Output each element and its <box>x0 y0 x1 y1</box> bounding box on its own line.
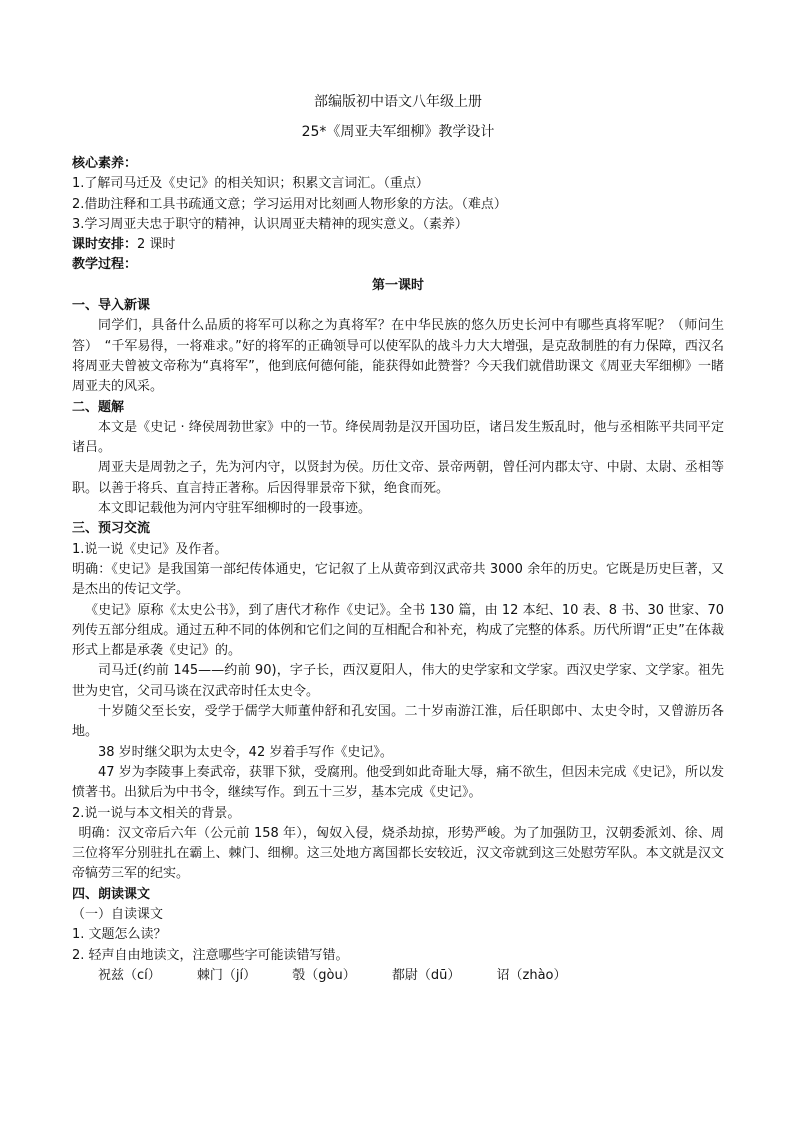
schedule-label: 课时安排： <box>72 237 138 253</box>
pinyin-word: 祝兹（cí） <box>98 967 161 983</box>
section-3-question-2: 2.说一说与本文相关的背景。 <box>72 805 241 821</box>
process-heading: 教学过程： <box>72 257 138 273</box>
core-item-1: 1.了解司马迁及《史记》的相关知识；积累文言词汇。（重点） <box>72 176 429 192</box>
section-2-paragraph-1: 本文是《史记 · 绛侯周勃世家》中的一节。绛侯周勃是汉开国功臣，诸吕发生叛乱时，他与丞相陈平共同平定诸吕。 <box>72 419 724 456</box>
pinyin-word: 都尉（dū） <box>391 967 461 983</box>
section-3-paragraph-4: 十岁随父至长安，受学于儒学大师董仲舒和孔安国。二十岁南游江淮，后任职郎中、太史令时，又曾游历各地。 <box>72 704 724 740</box>
schedule-line <box>72 235 724 255</box>
section-4-question-1: 1. 文题怎么读？ <box>72 927 167 943</box>
pinyin-word: 诏（zhào） <box>496 967 567 983</box>
document-page <box>72 92 724 986</box>
core-item-3: 3.学习周亚夫忠于职守的精神，认识周亚夫精神的现实意义。（素养） <box>72 216 468 232</box>
document-subtitle: 25*《周亚夫军细柳》教学设计 <box>301 124 495 140</box>
section-3-question-1: 1.说一说《史记》及作者。 <box>72 541 228 557</box>
schedule-value: 2 课时 <box>137 237 176 253</box>
section-1-paragraph: 同学们，具备什么品质的将军可以称之为真将军？在中华民族的悠久历史长河中有哪些真将军呢？（师问生答） “千军易得，一将难求。”好的将军的正确领导可以使军队的战斗力大大增强，是克敌制胜的有力保障，西汉名将周亚夫曾被文帝称为“真将军”，他到底何德何能，能获得如此赞誉？今天我们就借助课文《周亚夫军细柳》一睹周亚夫的风采。 <box>72 318 724 395</box>
core-item-2: 2.借助注释和工具书疏通文意；学习运用对比刻画人物形象的方法。（难点） <box>72 196 507 212</box>
pinyin-word: 棘门（jí） <box>196 967 257 983</box>
section-4-question-2: 2. 轻声自由地读文，注意哪些字可能读错写错。 <box>72 947 349 963</box>
core-heading: 核心素养： <box>72 156 138 171</box>
section-2-paragraph-2: 周亚夫是周勃之子，先为河内守，以贤封为侯。历仕文帝、景帝两朝，曾任河内郡太守、中尉、太尉、丞相等职。以善于将兵、直言持正著称。后因得罪景帝下狱，绝食而死。 <box>72 460 724 496</box>
pinyin-word-list <box>72 966 724 986</box>
section-3-paragraph-2: 《史记》原称《太史公书》，到了唐代才称作《史记》。全书 130 篇，由 12 本纪、10 表、8 书、30 世家、70 列传五部分组成。通过五种不同的体例和它们之间的互相配合和补充，构成了完整的体系。历代所谓“正史”在体裁形式上都是承袭《史记》的。 <box>72 602 724 659</box>
section-4-heading: 四、朗读课文 <box>72 886 151 902</box>
section-1-heading: 一、导入新课 <box>72 298 151 314</box>
section-2-heading: 二、题解 <box>72 399 125 415</box>
section-3-paragraph-3: 司马迁(约前 145——约前 90)，字子长，西汉夏阳人，伟大的史学家和文学家。西汉史学家、文学家。祖先世为史官，父司马谈在汉武帝时任太史令。 <box>72 663 724 699</box>
section-4-subheading: （一）自读课文 <box>72 906 164 922</box>
section-3-paragraph-6: 47 岁为李陵事上奏武帝，获罪下狱，受腐刑。他受到如此奇耻大辱，痛不欲生，但因未完成《史记》，所以发愤著书。出狱后为中书令，继续写作。到五十三岁，基本完成《史记》。 <box>72 764 724 801</box>
section-3-answer-1: 明确：《史记》是我国第一部纪传体通史，它记叙了上从黄帝到汉武帝共 3000 余年的历史。它既是历史巨著，又是杰出的传记文学。 <box>72 561 724 598</box>
lesson-title: 第一课时 <box>371 277 424 293</box>
document-title: 部编版初中语文八年级上册 <box>314 94 482 110</box>
section-3-paragraph-5: 38 岁时继父职为太史令，42 岁着手写作《史记》。 <box>98 744 393 760</box>
section-3-heading: 三、预习交流 <box>72 521 151 537</box>
section-3-answer-2: 明确：汉文帝后六年（公元前 158 年），匈奴入侵，烧杀劫掠，形势严峻。为了加强防卫，汉朝委派刘、徐、周三位将军分别驻扎在霸上、棘门、细柳。这三处地方离国都长安较近，汉文帝就到这三处慰劳军队。本文就是汉文帝犒劳三军的纪实。 <box>72 825 724 882</box>
section-2-paragraph-3: 本文即记载他为河内守驻军细柳时的一段事迹。 <box>98 501 372 517</box>
pinyin-word: 彀（gòu） <box>292 967 356 983</box>
